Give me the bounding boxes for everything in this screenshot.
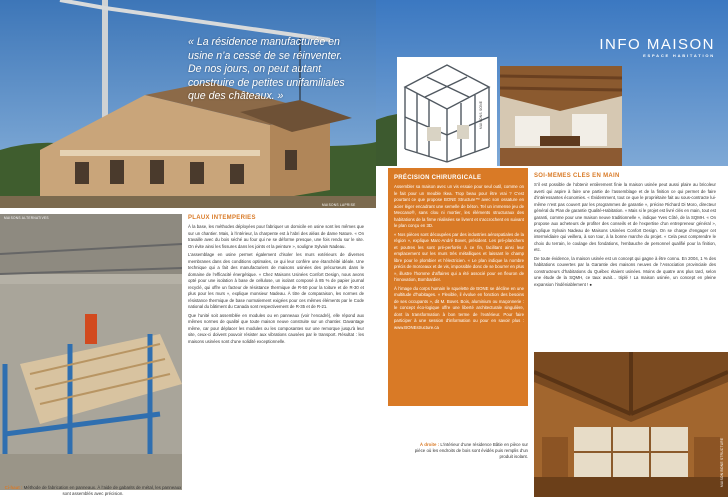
rubric-subtitle: ESPACE HABITATION [643,53,715,58]
pull-quote: « La résidence manufacturée en usine n’a cessé de se réinventer. De nos jours, on peut autant construire de petites unifamiliales que des châteaux. » [188,36,345,102]
article-column-1 [188,214,364,486]
section-rubric [555,36,715,59]
precision-paragraph: « Nos pièces sont découpées par des industries aérospatiales de la région », explique Marc-André Bovet, président. Les pré-planchers et poutres les sont pré-perforés à ce fin, facilitant ainsi leur emplacement sur les murs très métalliques et laissant le champ libre pour le plombier et l’électricien. « Le plan indique la nombre précis de morceaux et de vis, impossible donc de se bourrer en plus », illustre l’homme d’affaires qui a été associé pour en fleuron de l’innovation, Bombardier. [394,231,524,282]
column-1-paragraph: Que l’unité soit assemblée en modules ou en panneaux (voir l’encadré), elle répond aux mêmes normes de qualité que toute maison neuve construite sur un chantier. Davantage même, car pour déplacer les modules ou les composantes sur une remorque jusqu’à leur site, ceux-ci doivent pouvoir résister aux vibrations causées par le transport. Résultat : les maisons usinées sont d’une solidité exceptionnelle. [188,312,364,344]
precision-paragraph: À l’image du corps humain le squelette de BONE se décline en une multitude d’habitages. « Flexible, il évolue en fonction des besoins de ses occupants », dit M. Bovet. Bois, aluminium ou maçonnerie : le concept éco-logique offre une liberté architecturale singulière, dont la transformation à bon terme de l’extérieur. Pour faire participer à une session d’information ou pour en savoir plus : www.BONEstructure.ca [394,285,524,330]
rubric-title: INFO MAISON [599,36,715,53]
column-3-paragraph: S’il est possible de l’obtenir entièrement finie la maison usinée peut aussi plaire au bricoleur averti qui aspire à faire une partie de l’assemblage et de la finition ce qui permet de faire d’intéressantes économies. « Évidemment, tout ce que le propriétaire fait au sous-contracte lui-même n’est pas couvert par les programmes de garantie », précise Richard Di Moro, directeur général du Plan de garantie Qualité-Habitation. « Mais si le projet est livré clés en main, tout est garanti, comme pour une maison neuve traditionnelle », indique Yves Côté, de la SQMH. « On propose aux acheteurs de profiter des conseils et de l’expertise d’un entrepreneur général », explique Sylvain Nadeau de Maisons Usinées Confort Design. On se charge d’engager cet intermédiaire qui veillera, à son tour, à la bonne marche du projet. « Cela peut comprendre le choix du terrain, le coulage des fondations, l’embauche de personnel qualifié pour la finition, etc. [534,182,716,252]
photo-credit-left: MAISONS ALTERNATIVES [4,216,49,220]
factory-photo [0,214,182,490]
precision-box [388,168,528,406]
column-1-paragraph: L’assemblage en usine permet également d’isoler les murs extérieurs de diverses membranes dans des conditions optimales, ce qui leur confère une étanchéité idéale. Une technique qui a fait des manufacturiers de maisons usinées des précurseurs dans le domaine de l’efficacité énergétique. « Chez Maisons Usinées Confort Design, nous avons opté pour une isolation à base de cellulose, un isolant composé à 85 % de papier journal recyclé, qui offre un facteur de résistance thermique de R-50 pour la toiture et de R-30 et plus pour les murs », explique monsieur Nadeau. À titre de comparaison, les normes de résistance thermique de base normalement exigées pour ces mêmes éléments par le Code national du bâtiment du Canada sont respectivement de R-35 et de R-21. [188,252,364,309]
photo-credit-right: MAISON BONE STRUCTURE [720,437,724,487]
article-column-3 [534,172,716,348]
caption-right [414,442,528,460]
construction-photo [0,0,376,208]
caption-right-title: À droite : [419,442,440,447]
photo-credit-structure: MAISONS SONE [479,100,483,129]
log-interior-photo [534,352,728,497]
interior-photo [500,66,622,166]
caption-left [4,485,182,497]
precision-heading: PRÉCISION CHIRURGICALE [394,175,482,181]
photo-credit-top: MAISONS LAPRISE [322,203,356,207]
caption-left-text: Méthode de fabrication en panneaux. À l’aide de gabarits de métal, les panneaux sont assemblés avec précision. [22,485,182,496]
precision-paragraph: Assembler sa maison avec un vis essaie pour seul outil, comme on le fait pour un meuble Ikea. Trop beau pour être vrai ? C’est pourtant ce que propose BONE Structure™ avec son ossature en acier léger encadrant une semelle de béton. Tel un immense jeu de Meccano®, sans clou ni mortier, les éléments structuraux des habitations de la firme réalisées se livrent et s’accrochent en suivant le plan conçu en 3D. [394,184,524,228]
column-1-paragraph: À la base, les méthodes déployées pour fabriquer un domicile en usine sont les mêmes que sur un chantier. Mais, à l’intérieur, la charpente est à l’abri des aléas de dame Nature. « On travaille avec du bois séché au four qui ne se déforme presque, une fois rendu sur le site. On évite ainsi les fissures dans les joints et la peinture », souligne Sylvain Nadeau. [188,224,364,249]
column-1-heading: PLAUX INTEMPÉRIES [188,215,256,221]
caption-left-title: Ci-haut : [4,485,23,490]
steel-structure-image [397,57,497,167]
column-3-heading: SOI-MÊMES CLÉS EN MAIN [534,173,620,179]
caption-right-text: L’intérieur d’une résidence Bâtie en pièce sur pièce où les endroits de bois sont évidés puis remplis d’un produit isolant. [414,442,528,459]
column-3-paragraph: De toute évidence, la maison usinée est un concept qui gagne à être connu. En 2004, 1 % des habitations couvertes par la Garantie des maisons neuves de l’Association provinciale des constructeurs d’habitations du Québec étaient usinées. Moins de quatre ans plus tard, selon une étude de la SQMH, ce taux avait… triplé ! La maison usinée, un concept en pleine expansion l’indéniablement ! ● [534,255,716,287]
